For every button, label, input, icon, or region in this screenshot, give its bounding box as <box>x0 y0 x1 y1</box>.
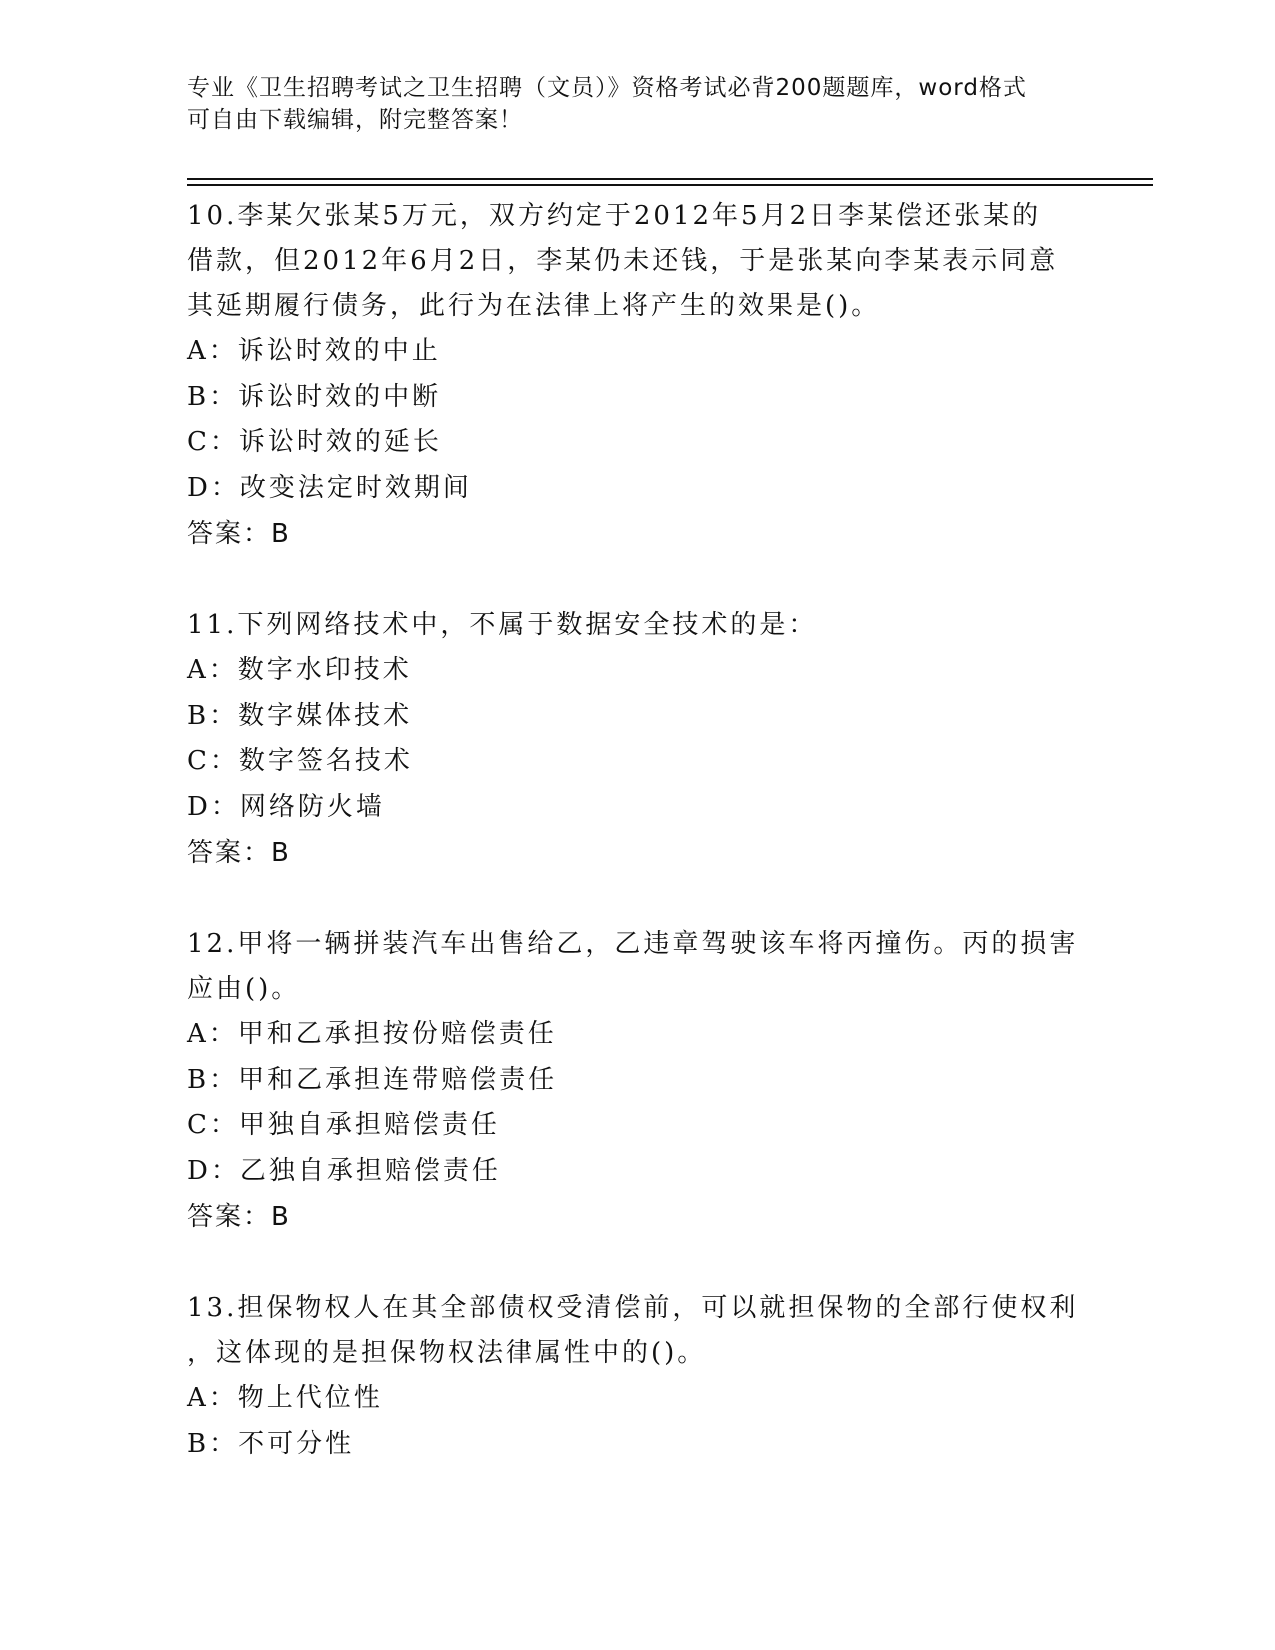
question-12 <box>187 922 1087 1240</box>
option-a: A：数字水印技术 <box>187 655 412 685</box>
option-d: D：改变法定时效期间 <box>187 472 472 503</box>
option-d: D：乙独自承担赔偿责任 <box>187 1155 501 1186</box>
header-divider <box>187 184 1153 186</box>
option-d: D：网络防火墙 <box>187 791 385 822</box>
header-line: 可自由下载编辑，附完整答案！ <box>187 107 523 133</box>
answer: 答案：B <box>187 519 291 549</box>
option-b: B：数字媒体技术 <box>187 700 413 731</box>
answer: 答案：B <box>187 838 291 868</box>
question-text: ，这体现的是担保物权法律属性中的()。 <box>187 1338 707 1368</box>
option-b: B：诉讼时效的中断 <box>187 381 442 412</box>
question-text: 10.李某欠张某5万元，双方约定于2012年5月2日李某偿还张某的 <box>187 201 1042 231</box>
option-a: A：诉讼时效的中止 <box>187 336 441 366</box>
question-list <box>187 194 1087 1513</box>
answer: 答案：B <box>187 1202 291 1232</box>
option-b: B：不可分性 <box>187 1428 355 1459</box>
option-c: C：甲独自承担赔偿责任 <box>187 1110 500 1140</box>
question-text: 13.担保物权人在其全部债权受清偿前，可以就担保物的全部行使权利 <box>187 1293 1079 1323</box>
document-header <box>187 72 1087 136</box>
question-13 <box>187 1286 1087 1467</box>
option-a: A：甲和乙承担按份赔偿责任 <box>187 1019 557 1049</box>
question-10 <box>187 194 1087 557</box>
question-11 <box>187 603 1087 876</box>
option-b: B：甲和乙承担连带赔偿责任 <box>187 1064 558 1095</box>
option-c: C：数字签名技术 <box>187 746 413 776</box>
header-line: 专业《卫生招聘考试之卫生招聘（文员）》资格考试必背200题题库，word格式 <box>187 75 1027 101</box>
question-text: 借款，但2012年6月2日，李某仍未还钱，于是张某向李某表示同意 <box>187 246 1059 276</box>
question-text: 应由()。 <box>187 974 301 1004</box>
option-c: C：诉讼时效的延长 <box>187 427 442 457</box>
question-text: 11.下列网络技术中，不属于数据安全技术的是： <box>187 610 818 640</box>
option-a: A：物上代位性 <box>187 1383 383 1413</box>
question-text: 其延期履行债务，此行为在法律上将产生的效果是()。 <box>187 291 881 321</box>
header-divider <box>187 178 1153 180</box>
question-text: 12.甲将一辆拼装汽车出售给乙，乙违章驾驶该车将丙撞伤。丙的损害 <box>187 929 1079 959</box>
